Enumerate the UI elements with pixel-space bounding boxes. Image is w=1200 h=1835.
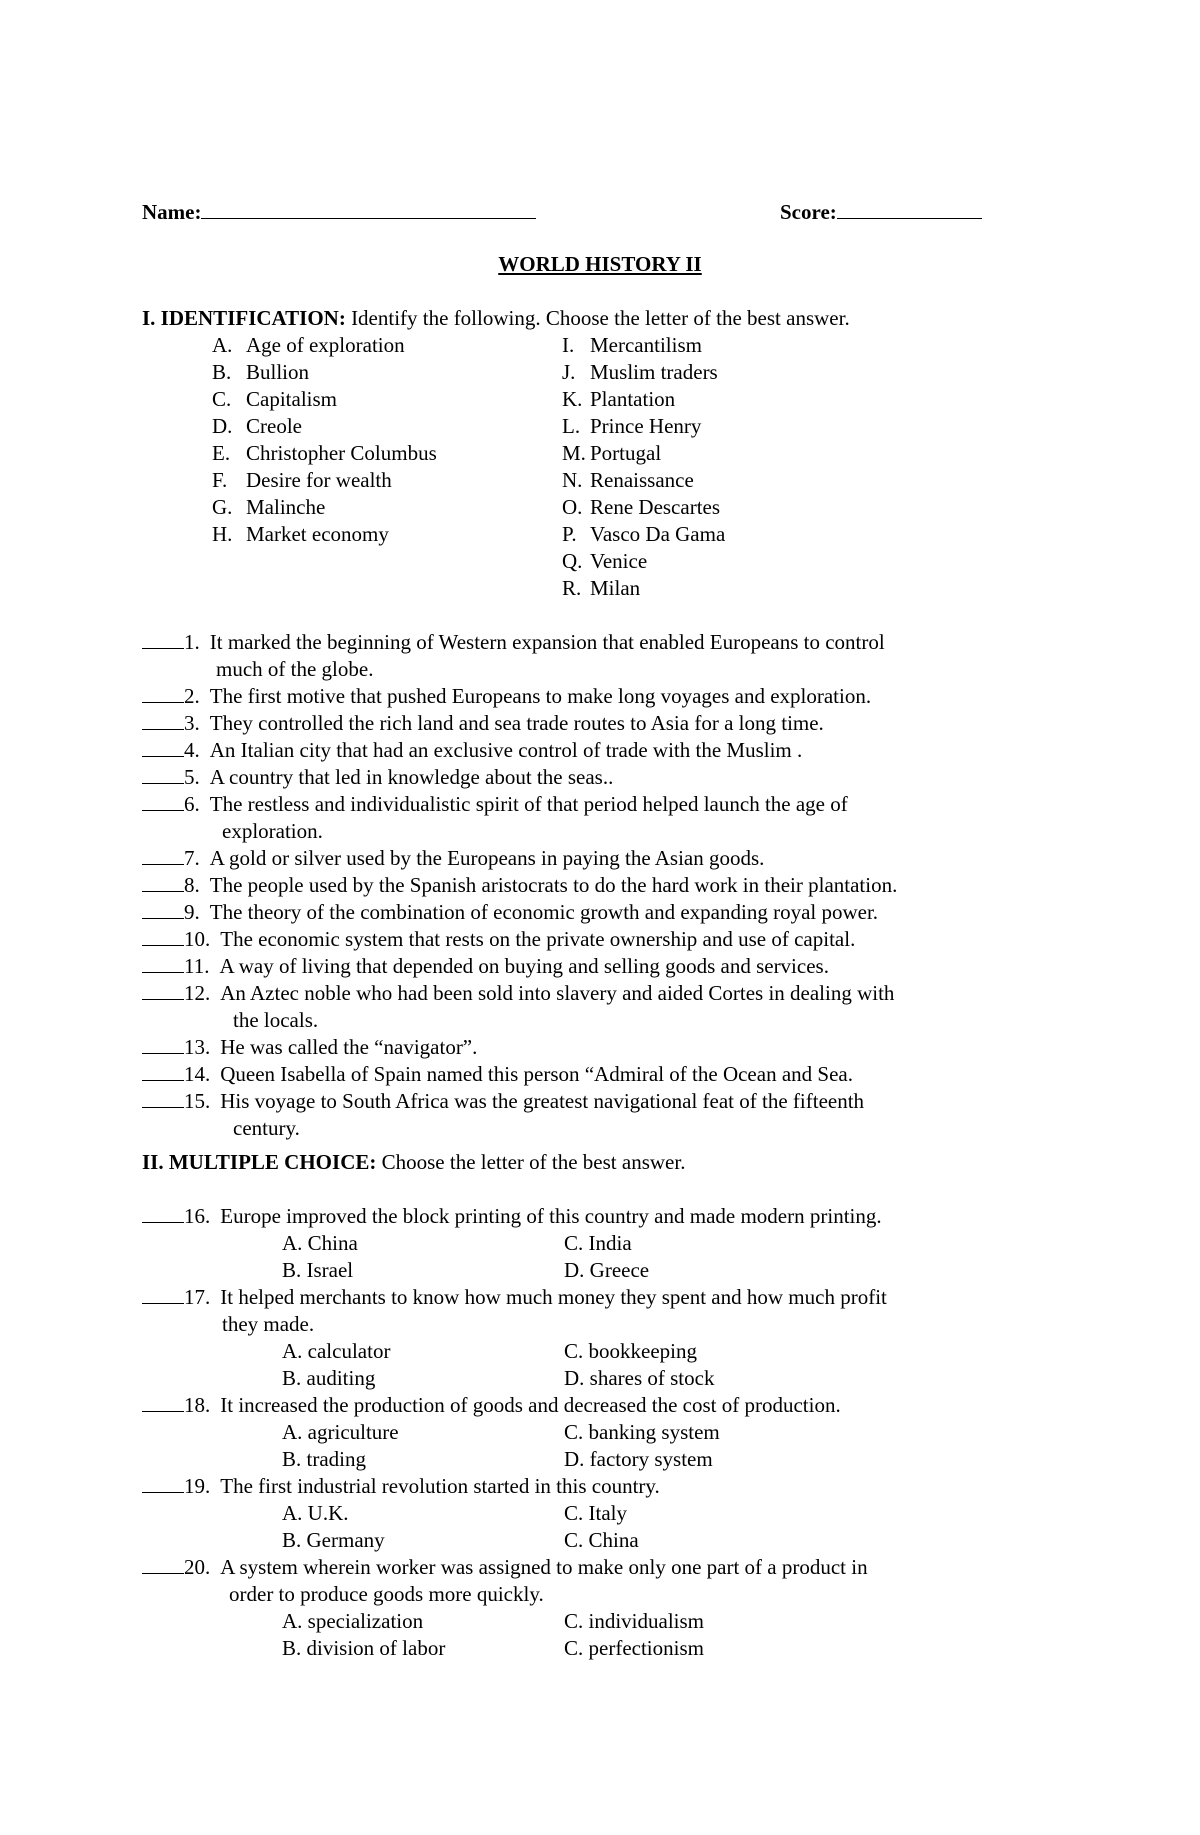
choice-option[interactable]: D. factory system [564,1447,713,1471]
question-text: A country that led in knowledge about the seas.. [209,765,614,789]
choice-option[interactable]: C. Italy [564,1501,627,1525]
option-item [212,359,309,386]
choice-option[interactable]: D. shares of stock [564,1366,715,1390]
question-text-continued: century. [233,1116,300,1140]
option-item [212,440,437,467]
answer-blank[interactable] [142,1062,184,1081]
question-text: A way of living that depended on buying and selling goods and services. [219,954,829,978]
option-text: Bullion [246,360,310,384]
choice-option[interactable]: A. U.K. [282,1501,349,1525]
question-number: 6. [184,792,200,816]
name-blank[interactable] [201,198,536,219]
answer-blank[interactable] [142,900,184,919]
section2-label: II. MULTIPLE CHOICE: [142,1150,377,1174]
question-number: 17. [184,1285,211,1309]
option-text: Age of exploration [246,333,405,357]
question-number: 12. [184,981,211,1005]
option-letter: R. [562,576,582,600]
choice-option[interactable]: C. bookkeeping [564,1339,697,1363]
question-number: 3. [184,711,200,735]
option-letter: H. [212,522,233,546]
option-text: Rene Descartes [590,495,721,519]
option-letter: D. [212,414,233,438]
question-number: 5. [184,765,200,789]
option-item [562,575,640,602]
question-row [142,764,613,791]
score-label: Score: [780,200,837,224]
option-letter: K. [562,387,583,411]
question-row [142,1034,477,1061]
option-text: Creole [246,414,302,438]
choice-option[interactable]: A. calculator [282,1339,391,1363]
choice-option[interactable]: B. Israel [282,1258,354,1282]
option-text: Mercantilism [590,333,702,357]
answer-blank[interactable] [142,765,184,784]
answer-blank[interactable] [142,1393,184,1412]
option-item [212,413,302,440]
option-item [562,386,675,413]
score-field [780,198,982,226]
option-text: Muslim traders [590,360,718,384]
question-text: An Aztec noble who had been sold into slavery and aided Cortes in dealing with [220,981,895,1005]
question-number: 18. [184,1393,211,1417]
option-letter: M. [562,441,586,465]
section2-instruction: Choose the letter of the best answer. [381,1150,686,1174]
answer-blank[interactable] [142,1035,184,1054]
option-letter: L. [562,414,581,438]
answer-blank[interactable] [142,846,184,865]
question-row [142,629,885,656]
question-row [142,1203,882,1230]
question-number: 20. [184,1555,211,1579]
option-letter: O. [562,495,583,519]
answer-blank[interactable] [142,1204,184,1223]
question-number: 2. [184,684,200,708]
option-letter: J. [562,360,576,384]
option-item [562,332,702,359]
question-text-continued: exploration. [222,819,323,843]
answer-blank[interactable] [142,684,184,703]
answer-blank[interactable] [142,954,184,973]
option-item [562,548,647,575]
question-row [142,1392,841,1419]
answer-blank[interactable] [142,1089,184,1108]
question-text: It helped merchants to know how much money they spent and how much profit [220,1285,887,1309]
question-row [142,1473,660,1500]
score-blank[interactable] [837,198,982,219]
option-text: Plantation [590,387,676,411]
option-text: Capitalism [246,387,337,411]
option-item [562,521,725,548]
question-text: A gold or silver used by the Europeans in paying the Asian goods. [209,846,765,870]
name-label: Name: [142,200,202,224]
question-number: 16. [184,1204,211,1228]
option-letter: N. [562,468,583,492]
question-row [142,1554,868,1581]
question-number: 11. [184,954,210,978]
option-letter: A. [212,333,233,357]
option-item [562,440,661,467]
option-item [562,467,694,494]
question-text: The restless and individualistic spirit of that period helped launch the age of [209,792,848,816]
question-row [142,872,897,899]
answer-blank[interactable] [142,792,184,811]
option-text: Market economy [246,522,389,546]
question-number: 7. [184,846,200,870]
answer-blank[interactable] [142,738,184,757]
question-text-continued: the locals. [233,1008,319,1032]
question-text: An Italian city that had an exclusive control of trade with the Muslim . [209,738,803,762]
question-number: 15. [184,1089,211,1113]
question-row [142,1061,853,1088]
answer-blank[interactable] [142,1555,184,1574]
name-field [142,198,536,226]
question-number: 10. [184,927,211,951]
option-letter: F. [212,468,228,492]
question-text: The people used by the Spanish aristocrats to do the hard work in their plantation. [209,873,898,897]
section2-heading [142,1149,685,1176]
option-item [562,494,720,521]
question-text-continued: they made. [222,1312,315,1336]
section1-label: I. IDENTIFICATION: [142,306,346,330]
option-item [212,386,337,413]
option-letter: C. [212,387,232,411]
question-number: 9. [184,900,200,924]
choice-option[interactable]: B. Germany [282,1528,385,1552]
option-text: Desire for wealth [246,468,392,492]
option-text: Prince Henry [590,414,702,438]
question-number: 19. [184,1474,211,1498]
question-row [142,980,894,1007]
question-row [142,899,878,926]
question-row [142,1088,864,1115]
question-row [142,791,848,818]
question-row [142,737,802,764]
question-text: His voyage to South Africa was the greatest navigational feat of the fifteenth [220,1089,865,1113]
option-text: Portugal [590,441,662,465]
question-text: It marked the beginning of Western expansion that enabled Europeans to control [209,630,885,654]
choice-option[interactable]: D. Greece [564,1258,650,1282]
question-number: 13. [184,1035,211,1059]
section1-heading [142,305,850,332]
answer-blank[interactable] [142,873,184,892]
option-item [562,413,701,440]
option-item [212,521,389,548]
question-text: Queen Isabella of Spain named this person “Admiral of the Ocean and Sea. [220,1062,853,1086]
question-text: They controlled the rich land and sea trade routes to Asia for a long time. [209,711,824,735]
choice-option[interactable]: A. China [282,1231,358,1255]
option-letter: B. [212,360,232,384]
question-text: He was called the “navigator”. [220,1035,478,1059]
section1-instruction: Identify the following. Choose the letter of the best answer. [351,306,850,330]
option-item [212,332,405,359]
question-row [142,845,764,872]
question-number: 4. [184,738,200,762]
option-text: Malinche [246,495,326,519]
question-text: The theory of the combination of economic growth and expanding royal power. [209,900,879,924]
choice-option[interactable]: C. banking system [564,1420,720,1444]
choice-option[interactable]: C. perfectionism [564,1636,704,1660]
option-text: Christopher Columbus [246,441,437,465]
option-letter: Q. [562,549,583,573]
question-text-continued: order to produce goods more quickly. [229,1582,544,1606]
option-letter: G. [212,495,233,519]
option-text: Vasco Da Gama [590,522,726,546]
question-row [142,926,855,953]
answer-blank[interactable] [142,1285,184,1304]
option-letter: I. [562,333,575,357]
option-text: Renaissance [590,468,694,492]
choice-option[interactable]: B. auditing [282,1366,376,1390]
option-item [212,467,392,494]
option-text: Milan [590,576,641,600]
question-number: 14. [184,1062,211,1086]
question-number: 8. [184,873,200,897]
choice-option[interactable]: A. agriculture [282,1420,399,1444]
answer-blank[interactable] [142,711,184,730]
option-text: Venice [590,549,648,573]
question-text: The first industrial revolution started in this country. [220,1474,660,1498]
answer-blank[interactable] [142,927,184,946]
choice-option[interactable]: B. trading [282,1447,366,1471]
choice-option[interactable]: C. individualism [564,1609,705,1633]
option-letter: P. [562,522,577,546]
question-text: The economic system that rests on the private ownership and use of capital. [220,927,856,951]
answer-blank[interactable] [142,1474,184,1493]
question-row [142,1284,887,1311]
page-title: WORLD HISTORY II [498,252,702,276]
question-text: Europe improved the block printing of this country and made modern printing. [220,1204,882,1228]
question-text: A system wherein worker was assigned to make only one part of a product in [220,1555,868,1579]
question-text-continued: much of the globe. [216,657,374,681]
answer-blank[interactable] [142,981,184,1000]
question-row [142,953,829,980]
option-item [212,494,325,521]
question-number: 1. [184,630,200,654]
question-text: The first motive that pushed Europeans to make long voyages and exploration. [209,684,872,708]
option-letter: E. [212,441,231,465]
choice-option[interactable]: C. China [564,1528,639,1552]
choice-option[interactable]: A. specialization [282,1609,424,1633]
option-item [562,359,718,386]
choice-option[interactable]: B. division of labor [282,1636,446,1660]
answer-blank[interactable] [142,630,184,649]
question-row [142,683,871,710]
question-text: It increased the production of goods and decreased the cost of production. [220,1393,841,1417]
choice-option[interactable]: C. India [564,1231,632,1255]
question-row [142,710,824,737]
